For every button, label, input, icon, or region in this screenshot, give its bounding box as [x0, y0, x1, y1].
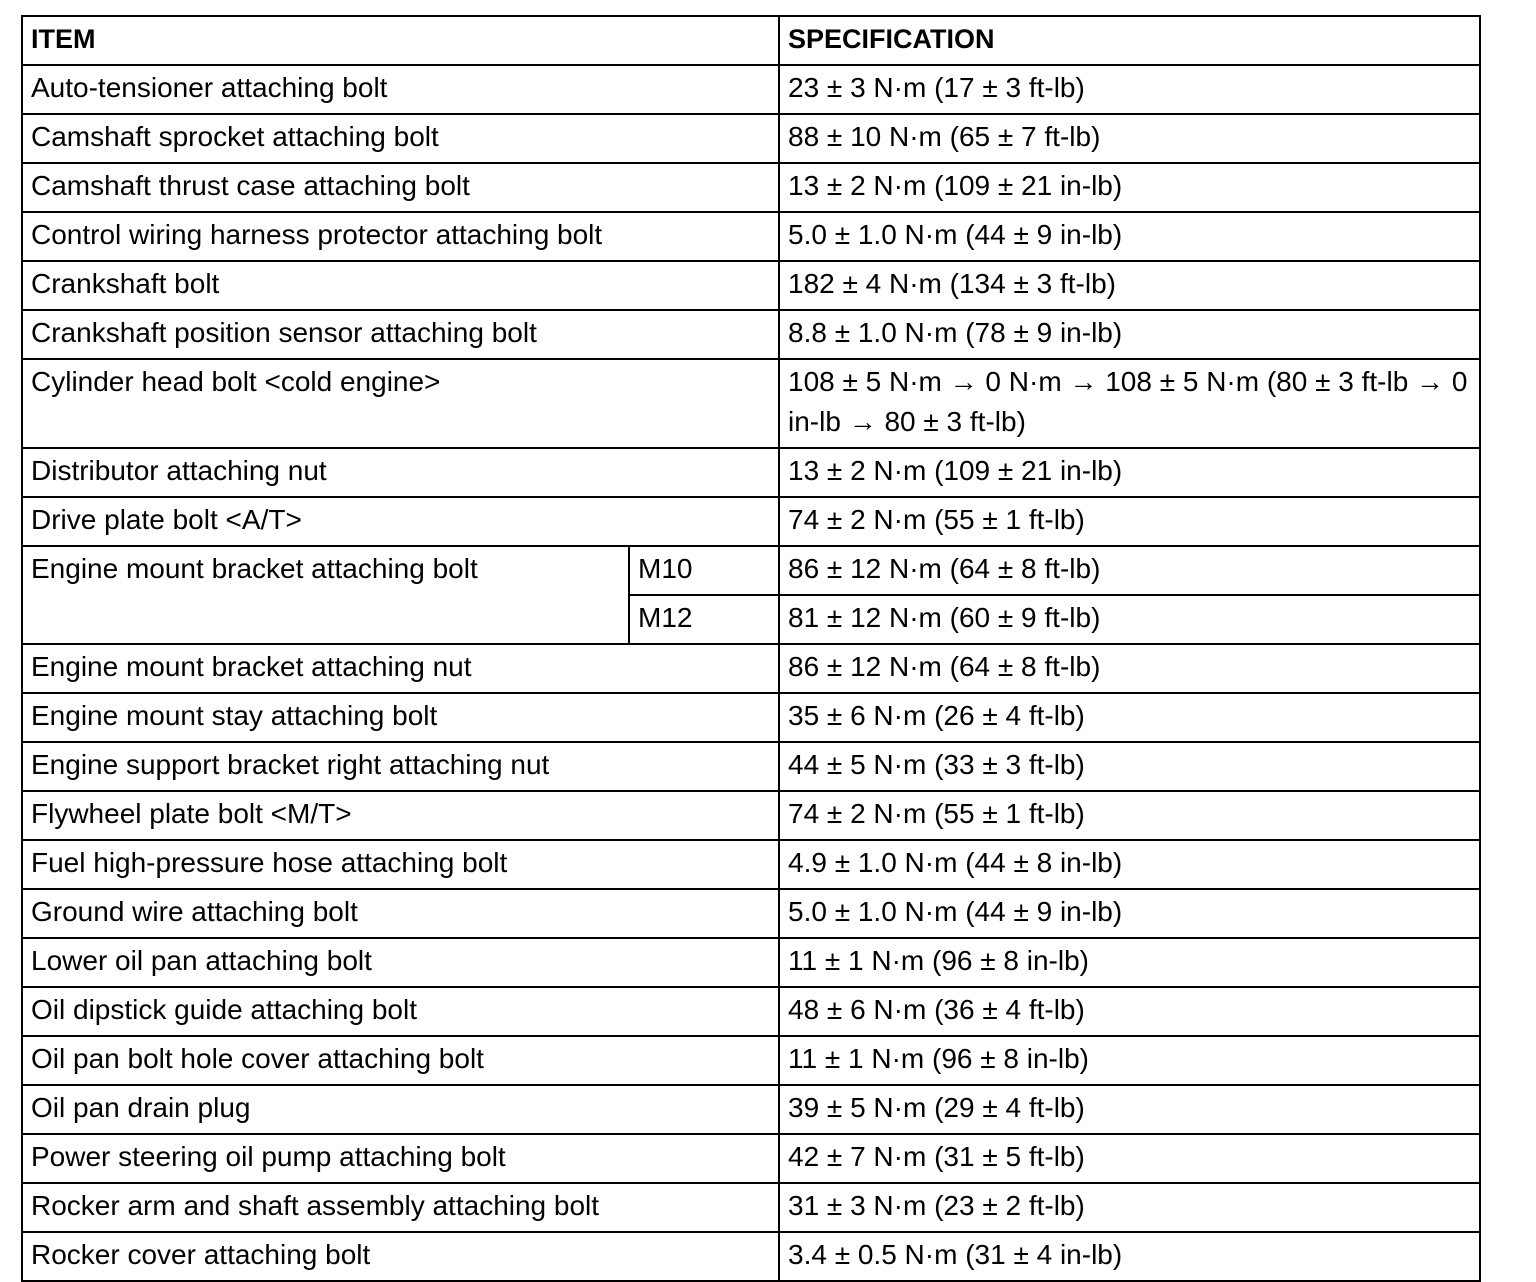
- item-cell: Engine support bracket right attaching nut: [22, 742, 779, 791]
- spec-cell: 5.0 ± 1.0 N·m (44 ± 9 in-lb): [779, 889, 1480, 938]
- item-cell: Drive plate bolt <A/T>: [22, 497, 779, 546]
- table-row: [22, 546, 1480, 595]
- spec-cell: 3.4 ± 0.5 N·m (31 ± 4 in-lb): [779, 1232, 1480, 1281]
- table-row: [22, 1036, 1480, 1085]
- item-cell: Rocker cover attaching bolt: [22, 1232, 779, 1281]
- table-row: [22, 1085, 1480, 1134]
- spec-cell: 11 ± 1 N·m (96 ± 8 in-lb): [779, 1036, 1480, 1085]
- table-row: [22, 359, 1480, 448]
- table-row: [22, 693, 1480, 742]
- spec-cell: 39 ± 5 N·m (29 ± 4 ft-lb): [779, 1085, 1480, 1134]
- spec-cell: 5.0 ± 1.0 N·m (44 ± 9 in-lb): [779, 212, 1480, 261]
- column-header-item: ITEM: [22, 16, 779, 65]
- table-row: [22, 310, 1480, 359]
- item-cell: Distributor attaching nut: [22, 448, 779, 497]
- item-cell: Engine mount stay attaching bolt: [22, 693, 779, 742]
- spec-cell: 11 ± 1 N·m (96 ± 8 in-lb): [779, 938, 1480, 987]
- item-cell: Power steering oil pump attaching bolt: [22, 1134, 779, 1183]
- item-cell: Ground wire attaching bolt: [22, 889, 779, 938]
- table-row: [22, 987, 1480, 1036]
- spec-cell: 13 ± 2 N·m (109 ± 21 in-lb): [779, 163, 1480, 212]
- spec-cell: 35 ± 6 N·m (26 ± 4 ft-lb): [779, 693, 1480, 742]
- spec-cell: 8.8 ± 1.0 N·m (78 ± 9 in-lb): [779, 310, 1480, 359]
- table-row: [22, 163, 1480, 212]
- item-cell: Crankshaft bolt: [22, 261, 779, 310]
- table-row: [22, 497, 1480, 546]
- spec-cell: 74 ± 2 N·m (55 ± 1 ft-lb): [779, 791, 1480, 840]
- item-cell: Control wiring harness protector attaching bolt: [22, 212, 779, 261]
- table-row: [22, 644, 1480, 693]
- item-cell: Lower oil pan attaching bolt: [22, 938, 779, 987]
- table-row: [22, 65, 1480, 114]
- spec-cell: 182 ± 4 N·m (134 ± 3 ft-lb): [779, 261, 1480, 310]
- table-row: [22, 1183, 1480, 1232]
- table-row: [22, 261, 1480, 310]
- table-row: [22, 938, 1480, 987]
- table-row: [22, 1232, 1480, 1281]
- spec-cell: 81 ± 12 N·m (60 ± 9 ft-lb): [779, 595, 1480, 644]
- sub-size-cell: M10: [629, 546, 779, 595]
- sub-size-cell: M12: [629, 595, 779, 644]
- spec-cell: 4.9 ± 1.0 N·m (44 ± 8 in-lb): [779, 840, 1480, 889]
- table-row: [22, 742, 1480, 791]
- spec-cell: 108 ± 5 N·m → 0 N·m → 108 ± 5 N·m (80 ± 3 ft-lb → 0 in-lb → 80 ± 3 ft-lb): [779, 359, 1480, 448]
- torque-spec-table: [21, 15, 1481, 1282]
- item-cell: Oil dipstick guide attaching bolt: [22, 987, 779, 1036]
- spec-cell: 86 ± 12 N·m (64 ± 8 ft-lb): [779, 644, 1480, 693]
- spec-cell: 48 ± 6 N·m (36 ± 4 ft-lb): [779, 987, 1480, 1036]
- spec-cell: 23 ± 3 N·m (17 ± 3 ft-lb): [779, 65, 1480, 114]
- item-cell: Auto-tensioner attaching bolt: [22, 65, 779, 114]
- table-row: [22, 114, 1480, 163]
- spec-cell: 88 ± 10 N·m (65 ± 7 ft-lb): [779, 114, 1480, 163]
- item-cell: Fuel high-pressure hose attaching bolt: [22, 840, 779, 889]
- table-row: [22, 889, 1480, 938]
- spec-cell: 42 ± 7 N·m (31 ± 5 ft-lb): [779, 1134, 1480, 1183]
- table-row: [22, 448, 1480, 497]
- spec-cell: 74 ± 2 N·m (55 ± 1 ft-lb): [779, 497, 1480, 546]
- table-row: [22, 1134, 1480, 1183]
- item-cell: Crankshaft position sensor attaching bolt: [22, 310, 779, 359]
- table-header-row: [22, 16, 1480, 65]
- item-cell: Camshaft sprocket attaching bolt: [22, 114, 779, 163]
- spec-cell: 86 ± 12 N·m (64 ± 8 ft-lb): [779, 546, 1480, 595]
- item-cell: Rocker arm and shaft assembly attaching bolt: [22, 1183, 779, 1232]
- spec-cell: 31 ± 3 N·m (23 ± 2 ft-lb): [779, 1183, 1480, 1232]
- item-cell: Engine mount bracket attaching bolt: [22, 546, 629, 644]
- column-header-specification: SPECIFICATION: [779, 16, 1480, 65]
- item-cell: Oil pan bolt hole cover attaching bolt: [22, 1036, 779, 1085]
- item-cell: Oil pan drain plug: [22, 1085, 779, 1134]
- table-row: [22, 840, 1480, 889]
- table-row: [22, 791, 1480, 840]
- item-cell: Flywheel plate bolt <M/T>: [22, 791, 779, 840]
- item-cell: Engine mount bracket attaching nut: [22, 644, 779, 693]
- table-row: [22, 212, 1480, 261]
- item-cell: Cylinder head bolt <cold engine>: [22, 359, 779, 448]
- item-cell: Camshaft thrust case attaching bolt: [22, 163, 779, 212]
- spec-cell: 44 ± 5 N·m (33 ± 3 ft-lb): [779, 742, 1480, 791]
- spec-cell: 13 ± 2 N·m (109 ± 21 in-lb): [779, 448, 1480, 497]
